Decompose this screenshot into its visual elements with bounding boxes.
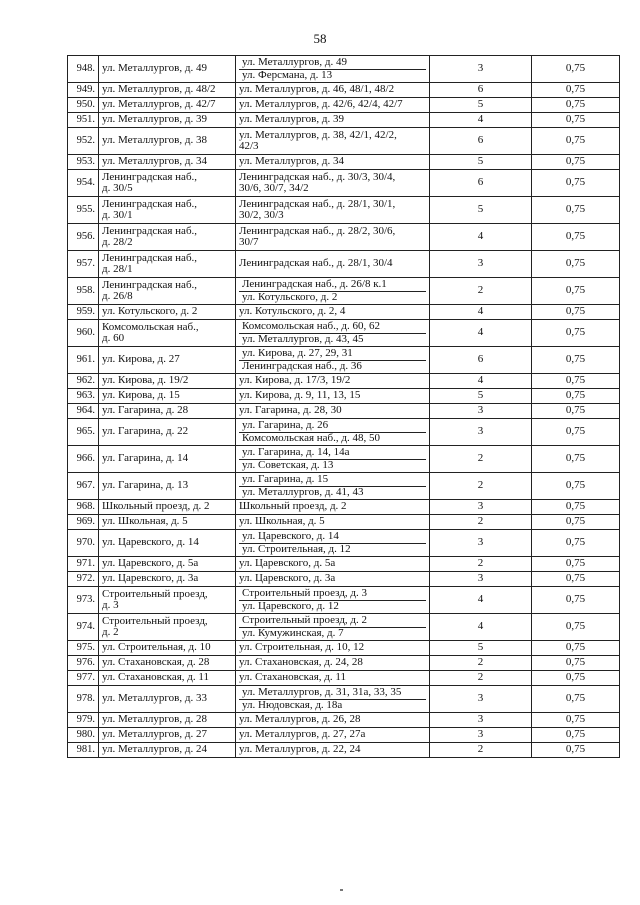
served-addresses-cell <box>236 83 430 98</box>
address-cell <box>99 404 236 419</box>
address-cell <box>99 515 236 530</box>
scan-speck <box>340 889 343 891</box>
address-line: ул. Стахановская, д. 28 <box>102 656 210 669</box>
address-line: ул. Кирова, д. 27 <box>102 353 180 366</box>
address-cell <box>99 500 236 515</box>
served-address-line: Комсомольская наб., д. 48, 50 <box>239 432 426 445</box>
table-row <box>68 113 620 128</box>
table-row <box>68 728 620 743</box>
served-address-line: Школьный проезд, д. 2 <box>239 500 347 513</box>
row-number: 972. <box>68 572 99 587</box>
address-line: Ленинградская наб., <box>102 251 198 264</box>
address-line: ул. Гагарина, д. 22 <box>102 425 189 438</box>
served-addresses-cell <box>236 641 430 656</box>
value-cell: 0,75 <box>532 347 620 374</box>
value-cell: 0,75 <box>532 500 620 515</box>
count-cell: 4 <box>430 614 532 641</box>
served-addresses-cell <box>236 686 430 713</box>
served-address-line: ул. Царевского, д. 5а <box>239 557 336 570</box>
row-number: 948. <box>68 56 99 83</box>
value-cell: 0,75 <box>532 128 620 155</box>
table-row <box>68 404 620 419</box>
address-line: д. 28/1 <box>102 263 133 275</box>
row-number: 955. <box>68 197 99 224</box>
address-cell <box>99 389 236 404</box>
address-line: ул. Металлургов, д. 28 <box>102 713 207 726</box>
served-addresses-cell <box>236 278 430 305</box>
served-address-line: Ленинградская наб., д. 28/1, 30/1, <box>239 197 396 210</box>
count-cell: 3 <box>430 728 532 743</box>
address-cell <box>99 713 236 728</box>
served-addresses-cell <box>236 557 430 572</box>
served-address-line: Строительный проезд, д. 2 <box>242 614 368 626</box>
count-cell: 2 <box>430 671 532 686</box>
served-addresses-cell <box>236 587 430 614</box>
count-cell: 3 <box>430 500 532 515</box>
address-line: ул. Строительная, д. 10 <box>102 641 211 654</box>
served-addresses-cell <box>236 572 430 587</box>
value-cell: 0,75 <box>532 98 620 113</box>
served-address-line: ул. Нюдовская, д. 18а <box>239 699 426 712</box>
address-line: Ленинградская наб., <box>102 197 198 210</box>
value-cell: 0,75 <box>532 278 620 305</box>
served-addresses-cell <box>236 671 430 686</box>
count-cell: 2 <box>430 473 532 500</box>
served-addresses-cell <box>236 713 430 728</box>
address-line: ул. Металлургов, д. 27 <box>102 728 207 741</box>
served-addresses-cell <box>236 98 430 113</box>
address-cell <box>99 728 236 743</box>
address-line: ул. Гагарина, д. 13 <box>102 479 189 492</box>
row-number: 976. <box>68 656 99 671</box>
table-row <box>68 128 620 155</box>
served-address-line: ул. Строительная, д. 10, 12 <box>239 641 365 654</box>
address-line: ул. Металлургов, д. 24 <box>102 743 207 756</box>
table-row <box>68 500 620 515</box>
address-cell <box>99 419 236 446</box>
address-line: Комсомольская наб., <box>102 320 199 333</box>
count-cell: 2 <box>430 278 532 305</box>
address-line: д. 28/2 <box>102 236 133 248</box>
served-addresses-cell <box>236 614 430 641</box>
served-addresses-cell <box>236 515 430 530</box>
table-row <box>68 347 620 374</box>
row-number: 967. <box>68 473 99 500</box>
table-row <box>68 224 620 251</box>
address-cell <box>99 743 236 758</box>
served-address-line: ул. Котульского, д. 2, 4 <box>239 305 346 318</box>
value-cell: 0,75 <box>532 743 620 758</box>
table-row <box>68 473 620 500</box>
count-cell: 2 <box>430 515 532 530</box>
value-cell: 0,75 <box>532 641 620 656</box>
value-cell: 0,75 <box>532 56 620 83</box>
count-cell: 6 <box>430 347 532 374</box>
row-number: 977. <box>68 671 99 686</box>
served-addresses-cell <box>236 251 430 278</box>
served-address-line: ул. Гагарина, д. 26 <box>242 419 329 431</box>
row-number: 971. <box>68 557 99 572</box>
row-number: 973. <box>68 587 99 614</box>
served-address-line: Ленинградская наб., д. 28/1, 30/4 <box>239 257 393 270</box>
served-addresses-cell <box>236 320 430 347</box>
row-number: 970. <box>68 530 99 557</box>
served-address-line: ул. Металлургов, д. 41, 43 <box>239 486 426 499</box>
table-row <box>68 671 620 686</box>
address-cell <box>99 251 236 278</box>
count-cell: 3 <box>430 572 532 587</box>
count-cell: 2 <box>430 557 532 572</box>
address-line: ул. Стахановская, д. 11 <box>102 671 209 684</box>
address-line: Школьный проезд, д. 2 <box>102 500 210 513</box>
row-number: 964. <box>68 404 99 419</box>
count-cell: 3 <box>430 419 532 446</box>
count-cell: 5 <box>430 155 532 170</box>
served-address-line: ул. Металлургов, д. 26, 28 <box>239 713 361 726</box>
row-number: 974. <box>68 614 99 641</box>
value-cell: 0,75 <box>532 170 620 197</box>
served-address-line: ул. Гагарина, д. 28, 30 <box>239 404 342 417</box>
table-row <box>68 587 620 614</box>
served-address-line: ул. Кумужинская, д. 7 <box>239 627 426 640</box>
served-address-line: ул. Царевского, д. 3а <box>239 572 336 585</box>
table-row <box>68 56 620 83</box>
row-number: 959. <box>68 305 99 320</box>
value-cell: 0,75 <box>532 113 620 128</box>
table-body <box>68 56 620 758</box>
served-addresses-cell <box>236 419 430 446</box>
address-line: д. 2 <box>102 626 119 638</box>
table-row <box>68 530 620 557</box>
row-number: 963. <box>68 389 99 404</box>
served-address-line: 30/7 <box>239 236 259 248</box>
table-row <box>68 557 620 572</box>
address-line: д. 26/8 <box>102 290 133 302</box>
row-number: 966. <box>68 446 99 473</box>
count-cell: 5 <box>430 641 532 656</box>
address-cell <box>99 530 236 557</box>
row-number: 980. <box>68 728 99 743</box>
count-cell: 4 <box>430 305 532 320</box>
served-address-line: Ленинградская наб., д. 26/8 к.1 <box>242 278 387 290</box>
served-address-line: ул. Кирова, д. 9, 11, 13, 15 <box>239 389 361 402</box>
served-addresses-cell <box>236 473 430 500</box>
row-number: 949. <box>68 83 99 98</box>
served-addresses-cell <box>236 446 430 473</box>
value-cell: 0,75 <box>532 251 620 278</box>
count-cell: 3 <box>430 530 532 557</box>
served-address-line: ул. Металлургов, д. 34 <box>239 155 344 168</box>
address-line: ул. Котульского, д. 2 <box>102 305 198 318</box>
count-cell: 4 <box>430 224 532 251</box>
served-address-line: Ленинградская наб., д. 36 <box>239 360 426 373</box>
served-address-line: ул. Школьная, д. 5 <box>239 515 325 528</box>
served-address-line: ул. Металлургов, д. 38, 42/1, 42/2, <box>239 128 397 141</box>
address-line: Строительный проезд, <box>102 614 208 627</box>
address-line: ул. Царевского, д. 5а <box>102 557 199 570</box>
served-address-line: ул. Металлургов, д. 42/6, 42/4, 42/7 <box>239 98 403 111</box>
address-cell <box>99 374 236 389</box>
count-cell: 5 <box>430 389 532 404</box>
table-row <box>68 389 620 404</box>
table-row <box>68 83 620 98</box>
value-cell: 0,75 <box>532 305 620 320</box>
count-cell: 4 <box>430 374 532 389</box>
served-address-line: ул. Царевского, д. 12 <box>239 600 426 613</box>
address-line: д. 60 <box>102 332 125 344</box>
served-addresses-cell <box>236 743 430 758</box>
address-cell <box>99 572 236 587</box>
address-cell <box>99 128 236 155</box>
table-row <box>68 641 620 656</box>
count-cell: 6 <box>430 128 532 155</box>
served-address-line: ул. Советская, д. 13 <box>239 459 426 472</box>
value-cell: 0,75 <box>532 557 620 572</box>
served-address-line: 30/6, 30/7, 34/2 <box>239 182 309 194</box>
value-cell: 0,75 <box>532 728 620 743</box>
served-address-line: ул. Металлургов, д. 22, 24 <box>239 743 361 756</box>
row-number: 956. <box>68 224 99 251</box>
address-cell <box>99 56 236 83</box>
value-cell: 0,75 <box>532 83 620 98</box>
table-row <box>68 320 620 347</box>
address-cell <box>99 98 236 113</box>
row-number: 953. <box>68 155 99 170</box>
address-line: Ленинградская наб., <box>102 278 198 291</box>
address-line: ул. Металлургов, д. 42/7 <box>102 98 216 111</box>
served-addresses-cell <box>236 197 430 224</box>
table-row <box>68 305 620 320</box>
address-cell <box>99 305 236 320</box>
row-number: 961. <box>68 347 99 374</box>
served-address-line: ул. Гагарина, д. 14, 14а <box>242 446 350 458</box>
address-cell <box>99 671 236 686</box>
served-address-line: ул. Кирова, д. 27, 29, 31 <box>242 347 353 359</box>
address-line: ул. Металлургов, д. 34 <box>102 155 207 168</box>
table-row <box>68 446 620 473</box>
address-line: ул. Кирова, д. 15 <box>102 389 180 402</box>
table-row <box>68 656 620 671</box>
row-number: 952. <box>68 128 99 155</box>
served-address-line: ул. Гагарина, д. 15 <box>242 473 329 485</box>
value-cell: 0,75 <box>532 671 620 686</box>
value-cell: 0,75 <box>532 530 620 557</box>
address-cell <box>99 347 236 374</box>
table-row <box>68 713 620 728</box>
address-line: ул. Металлургов, д. 39 <box>102 113 207 126</box>
served-address-line: ул. Металлургов, д. 46, 48/1, 48/2 <box>239 83 395 96</box>
served-address-line: Ленинградская наб., д. 30/3, 30/4, <box>239 170 396 183</box>
served-address-line: ул. Кирова, д. 17/3, 19/2 <box>239 374 351 387</box>
row-number: 981. <box>68 743 99 758</box>
served-addresses-cell <box>236 56 430 83</box>
count-cell: 4 <box>430 113 532 128</box>
table-row <box>68 197 620 224</box>
table-row <box>68 515 620 530</box>
served-address-line: ул. Стахановская, д. 24, 28 <box>239 656 363 669</box>
served-addresses-cell <box>236 113 430 128</box>
served-addresses-cell <box>236 305 430 320</box>
row-number: 954. <box>68 170 99 197</box>
row-number: 979. <box>68 713 99 728</box>
count-cell: 2 <box>430 446 532 473</box>
value-cell: 0,75 <box>532 587 620 614</box>
count-cell: 3 <box>430 404 532 419</box>
served-addresses-cell <box>236 500 430 515</box>
address-cell <box>99 473 236 500</box>
served-address-line: ул. Металлургов, д. 49 <box>242 56 347 68</box>
served-addresses-cell <box>236 155 430 170</box>
address-line: ул. Кирова, д. 19/2 <box>102 374 189 387</box>
served-addresses-cell <box>236 170 430 197</box>
address-cell <box>99 641 236 656</box>
address-line: д. 3 <box>102 599 119 611</box>
address-cell <box>99 113 236 128</box>
served-address-line: ул. Царевского, д. 14 <box>242 530 339 542</box>
row-number: 951. <box>68 113 99 128</box>
count-cell: 3 <box>430 56 532 83</box>
address-cell <box>99 686 236 713</box>
address-line: д. 30/1 <box>102 209 133 221</box>
count-cell: 6 <box>430 83 532 98</box>
table-row <box>68 614 620 641</box>
count-cell: 3 <box>430 251 532 278</box>
value-cell: 0,75 <box>532 515 620 530</box>
table-row <box>68 155 620 170</box>
served-address-line: ул. Ферсмана, д. 13 <box>239 69 426 82</box>
served-address-line: ул. Стахановская, д. 11 <box>239 671 346 684</box>
served-addresses-cell <box>236 530 430 557</box>
count-cell: 4 <box>430 587 532 614</box>
address-line: ул. Царевского, д. 3а <box>102 572 199 585</box>
table-row <box>68 419 620 446</box>
address-cell <box>99 197 236 224</box>
count-cell: 6 <box>430 170 532 197</box>
served-address-line: Комсомольская наб., д. 60, 62 <box>242 320 380 332</box>
row-number: 975. <box>68 641 99 656</box>
value-cell: 0,75 <box>532 446 620 473</box>
address-line: д. 30/5 <box>102 182 133 194</box>
table-row <box>68 170 620 197</box>
value-cell: 0,75 <box>532 656 620 671</box>
served-address-line: 42/3 <box>239 140 259 152</box>
value-cell: 0,75 <box>532 374 620 389</box>
count-cell: 3 <box>430 713 532 728</box>
value-cell: 0,75 <box>532 389 620 404</box>
served-addresses-cell <box>236 128 430 155</box>
row-number: 960. <box>68 320 99 347</box>
count-cell: 3 <box>430 686 532 713</box>
address-line: ул. Царевского, д. 14 <box>102 536 199 549</box>
row-number: 965. <box>68 419 99 446</box>
table-row <box>68 743 620 758</box>
address-cell <box>99 224 236 251</box>
address-line: ул. Гагарина, д. 14 <box>102 452 189 465</box>
table-row <box>68 278 620 305</box>
count-cell: 5 <box>430 98 532 113</box>
value-cell: 0,75 <box>532 224 620 251</box>
value-cell: 0,75 <box>532 686 620 713</box>
served-address-line: Строительный проезд, д. 3 <box>242 587 368 599</box>
address-cell <box>99 170 236 197</box>
served-address-line: ул. Металлургов, д. 43, 45 <box>239 333 426 346</box>
served-address-line: ул. Котульского, д. 2 <box>239 291 426 304</box>
table-row <box>68 98 620 113</box>
served-addresses-cell <box>236 389 430 404</box>
value-cell: 0,75 <box>532 614 620 641</box>
value-cell: 0,75 <box>532 197 620 224</box>
address-line: ул. Металлургов, д. 49 <box>102 62 207 75</box>
address-line: ул. Металлургов, д. 33 <box>102 692 207 705</box>
table-row <box>68 572 620 587</box>
served-address-line: 30/2, 30/3 <box>239 209 284 221</box>
page-number: 58 <box>313 31 327 46</box>
value-cell: 0,75 <box>532 572 620 587</box>
served-address-line: ул. Металлургов, д. 39 <box>239 113 344 126</box>
address-table <box>67 55 620 758</box>
row-number: 962. <box>68 374 99 389</box>
address-cell <box>99 656 236 671</box>
table-row <box>68 374 620 389</box>
address-line: ул. Школьная, д. 5 <box>102 515 188 528</box>
address-line: ул. Гагарина, д. 28 <box>102 404 189 417</box>
address-cell <box>99 446 236 473</box>
served-addresses-cell <box>236 404 430 419</box>
address-cell <box>99 557 236 572</box>
row-number: 958. <box>68 278 99 305</box>
value-cell: 0,75 <box>532 419 620 446</box>
address-cell <box>99 278 236 305</box>
value-cell: 0,75 <box>532 155 620 170</box>
value-cell: 0,75 <box>532 320 620 347</box>
value-cell: 0,75 <box>532 404 620 419</box>
count-cell: 5 <box>430 197 532 224</box>
address-cell <box>99 83 236 98</box>
served-addresses-cell <box>236 347 430 374</box>
row-number: 957. <box>68 251 99 278</box>
table-row <box>68 686 620 713</box>
served-addresses-cell <box>236 728 430 743</box>
served-addresses-cell <box>236 374 430 389</box>
address-line: Ленинградская наб., <box>102 224 198 237</box>
served-addresses-cell <box>236 224 430 251</box>
address-line: Строительный проезд, <box>102 587 208 600</box>
served-addresses-cell <box>236 656 430 671</box>
served-address-line: Ленинградская наб., д. 28/2, 30/6, <box>239 224 396 237</box>
count-cell: 4 <box>430 320 532 347</box>
address-cell <box>99 587 236 614</box>
served-address-line: ул. Металлургов, д. 31, 31а, 33, 35 <box>242 686 402 698</box>
served-address-line: ул. Металлургов, д. 27, 27а <box>239 728 366 741</box>
row-number: 950. <box>68 98 99 113</box>
address-line: ул. Металлургов, д. 48/2 <box>102 83 216 96</box>
served-address-line: ул. Строительная, д. 12 <box>239 543 426 556</box>
row-number: 969. <box>68 515 99 530</box>
address-line: ул. Металлургов, д. 38 <box>102 134 207 147</box>
row-number: 968. <box>68 500 99 515</box>
value-cell: 0,75 <box>532 473 620 500</box>
address-line: Ленинградская наб., <box>102 170 198 183</box>
address-cell <box>99 155 236 170</box>
count-cell: 2 <box>430 743 532 758</box>
address-cell <box>99 320 236 347</box>
row-number: 978. <box>68 686 99 713</box>
value-cell: 0,75 <box>532 713 620 728</box>
table-row <box>68 251 620 278</box>
address-cell <box>99 614 236 641</box>
count-cell: 2 <box>430 656 532 671</box>
